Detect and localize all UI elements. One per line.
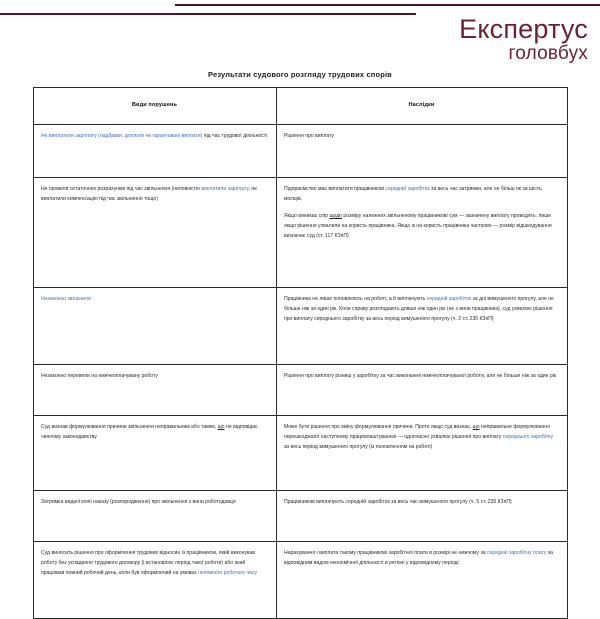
- cell-violation-kind: [34, 124, 277, 177]
- cell-paragraph: [41, 295, 268, 305]
- cell-text: за дні вимушеного прогулу, але не більше ніж за один рік. Коли справу розглядають довше ніж один рік (не з вини працівника), суд ухвалює рішення про виплату середнього заробітку за весь період вимушеного прогулу (ч. 2 ст. 235 КЗпП): [283, 295, 554, 322]
- cell-consequence: [276, 490, 567, 541]
- cell-violation-kind: [34, 287, 277, 364]
- top-rule-left: [0, 13, 416, 15]
- table-caption: Результати судового розгляду трудових спорів: [208, 70, 392, 79]
- cell-text: розміру належних звільненому працівникові сум — зазначену виплату проводять, лише якщо рішення ухвалили на користь працівника. Якщо ж на користь працівника частково — розмір відшкодування визначає суд (ст. 117 КЗпП): [283, 212, 552, 239]
- cell-violation-kind: [34, 490, 277, 541]
- cell-paragraph: [284, 295, 559, 325]
- cell-paragraph: [284, 185, 559, 205]
- table-header-row: [34, 88, 568, 125]
- cell-paragraph: [41, 423, 268, 443]
- inline-underlined-link[interactable]: що: [472, 423, 480, 430]
- cell-text: Незаконно перевели на нижчеоплачувану роботу: [41, 372, 158, 379]
- inline-link[interactable]: Незаконно звільнили: [41, 295, 91, 302]
- inline-underlined-link[interactable]: що: [217, 423, 225, 430]
- cell-violation-kind: [34, 364, 277, 415]
- cell-text: Якщо виникає спір: [283, 212, 330, 219]
- inline-link[interactable]: неповного робочого часу: [198, 569, 258, 576]
- brand-product: головбух: [508, 43, 588, 64]
- cell-consequence: [276, 177, 567, 287]
- table-container: [0, 87, 600, 619]
- cell-text: , не виплатили компенсацію під час звільнення тощо): [41, 185, 257, 202]
- cell-paragraph: [284, 423, 559, 453]
- cell-violation-kind: [34, 541, 277, 618]
- brand-name: Експертус: [459, 14, 588, 44]
- cell-paragraph: [41, 372, 268, 382]
- cell-consequence: [276, 364, 567, 415]
- cell-text: під час трудової діяльності: [202, 132, 268, 139]
- table-row: [34, 415, 568, 490]
- cell-text: Працівникові виплачують середній заробіток за весь час вимушеного прогулу (ч. 5 ст. 235 КЗпП): [283, 498, 512, 505]
- cell-consequence: [276, 124, 567, 177]
- top-rule-right: [175, 4, 600, 6]
- cell-text: Може бути рішення про зміну формулювання причини. Проте якщо суд визнає,: [283, 423, 473, 430]
- table-row: [34, 177, 568, 287]
- cell-text: неправильне формулювання перешкоджало наступному працевлаштуванню — одночасно ухвалює рішення про виплату: [283, 423, 550, 440]
- table-row: [34, 287, 568, 364]
- table-body: [34, 124, 568, 618]
- table-row: [34, 541, 568, 618]
- cell-text: за весь час затримки, але не більш як за шість місяців.: [283, 185, 542, 202]
- cell-text: за весь період вимушеного прогулу (із поновленням на роботі): [283, 443, 433, 450]
- cell-paragraph: [41, 498, 268, 508]
- cell-paragraph: [284, 132, 559, 142]
- table-row: [34, 124, 568, 177]
- cell-paragraph: [284, 498, 559, 508]
- cell-violation-kind: [34, 177, 277, 287]
- cell-paragraph: [284, 372, 559, 382]
- cell-text: Суд виносить рішення про оформлення трудових відносин із працівником, який виконував роботу без укладення трудового договору (і встановлює період такої роботи) або який працював повний робочий день, коли був оформлений на умовах: [41, 549, 256, 576]
- inline-underlined-link[interactable]: щодо: [329, 212, 343, 219]
- cell-paragraph: [284, 212, 559, 242]
- brand-logo: [0, 16, 600, 63]
- inline-link[interactable]: середній заробіток: [426, 295, 472, 302]
- column-header-effect: Наслідки: [276, 88, 567, 125]
- violations-table: [33, 87, 568, 619]
- cell-consequence: [276, 415, 567, 490]
- inline-link[interactable]: середній заробіток: [385, 185, 430, 192]
- cell-paragraph: [284, 549, 559, 569]
- cell-consequence: [276, 541, 567, 618]
- cell-text: Затримка видачі копії наказу (розпорядження) про звільнення з вини роботодавця: [41, 498, 236, 505]
- table-row: [34, 364, 568, 415]
- inline-link[interactable]: виплатили зарплату: [201, 185, 249, 192]
- cell-paragraph: [41, 132, 268, 142]
- cell-text: Не провели остаточних розрахунків під час звільнення (неповністю: [41, 185, 202, 192]
- inline-link[interactable]: Не виплатили зарплату (надбавки, доплати чи гарантовані виплати): [41, 132, 203, 139]
- cell-text: за відповідним видом економічної діяльності в регіоні у відповідному періоді: [283, 549, 553, 566]
- cell-text: Рішення про виплату різниці у заробітку за час виконання нижчеоплачуваної роботи, але не більше ніж за один рік: [283, 372, 557, 379]
- column-header-kind: Види порушень: [34, 88, 277, 125]
- cell-text: Підприємство має виплатити працівникові: [283, 185, 386, 192]
- cell-paragraph: [41, 549, 268, 579]
- cell-text: Працівника не лише поновлюють на роботі, а й виплачують: [283, 295, 427, 302]
- header-decorative-rules: [0, 0, 600, 18]
- cell-text: Рішення про виплату: [283, 132, 334, 139]
- inline-link[interactable]: середню заробітну плату: [487, 549, 547, 556]
- cell-paragraph: [41, 185, 268, 205]
- cell-text: Нарахування і виплата такому працівникові заробітної плати в розмірі не нижчому за: [283, 549, 488, 556]
- cell-text: не відповідає чинному законодавству: [41, 423, 258, 440]
- cell-consequence: [276, 287, 567, 364]
- table-row: [34, 490, 568, 541]
- cell-violation-kind: [34, 415, 277, 490]
- cell-text: Суд визнав формулювання причини звільнення неправильним або таким,: [41, 423, 218, 430]
- inline-link[interactable]: середнього заробітку: [502, 433, 554, 440]
